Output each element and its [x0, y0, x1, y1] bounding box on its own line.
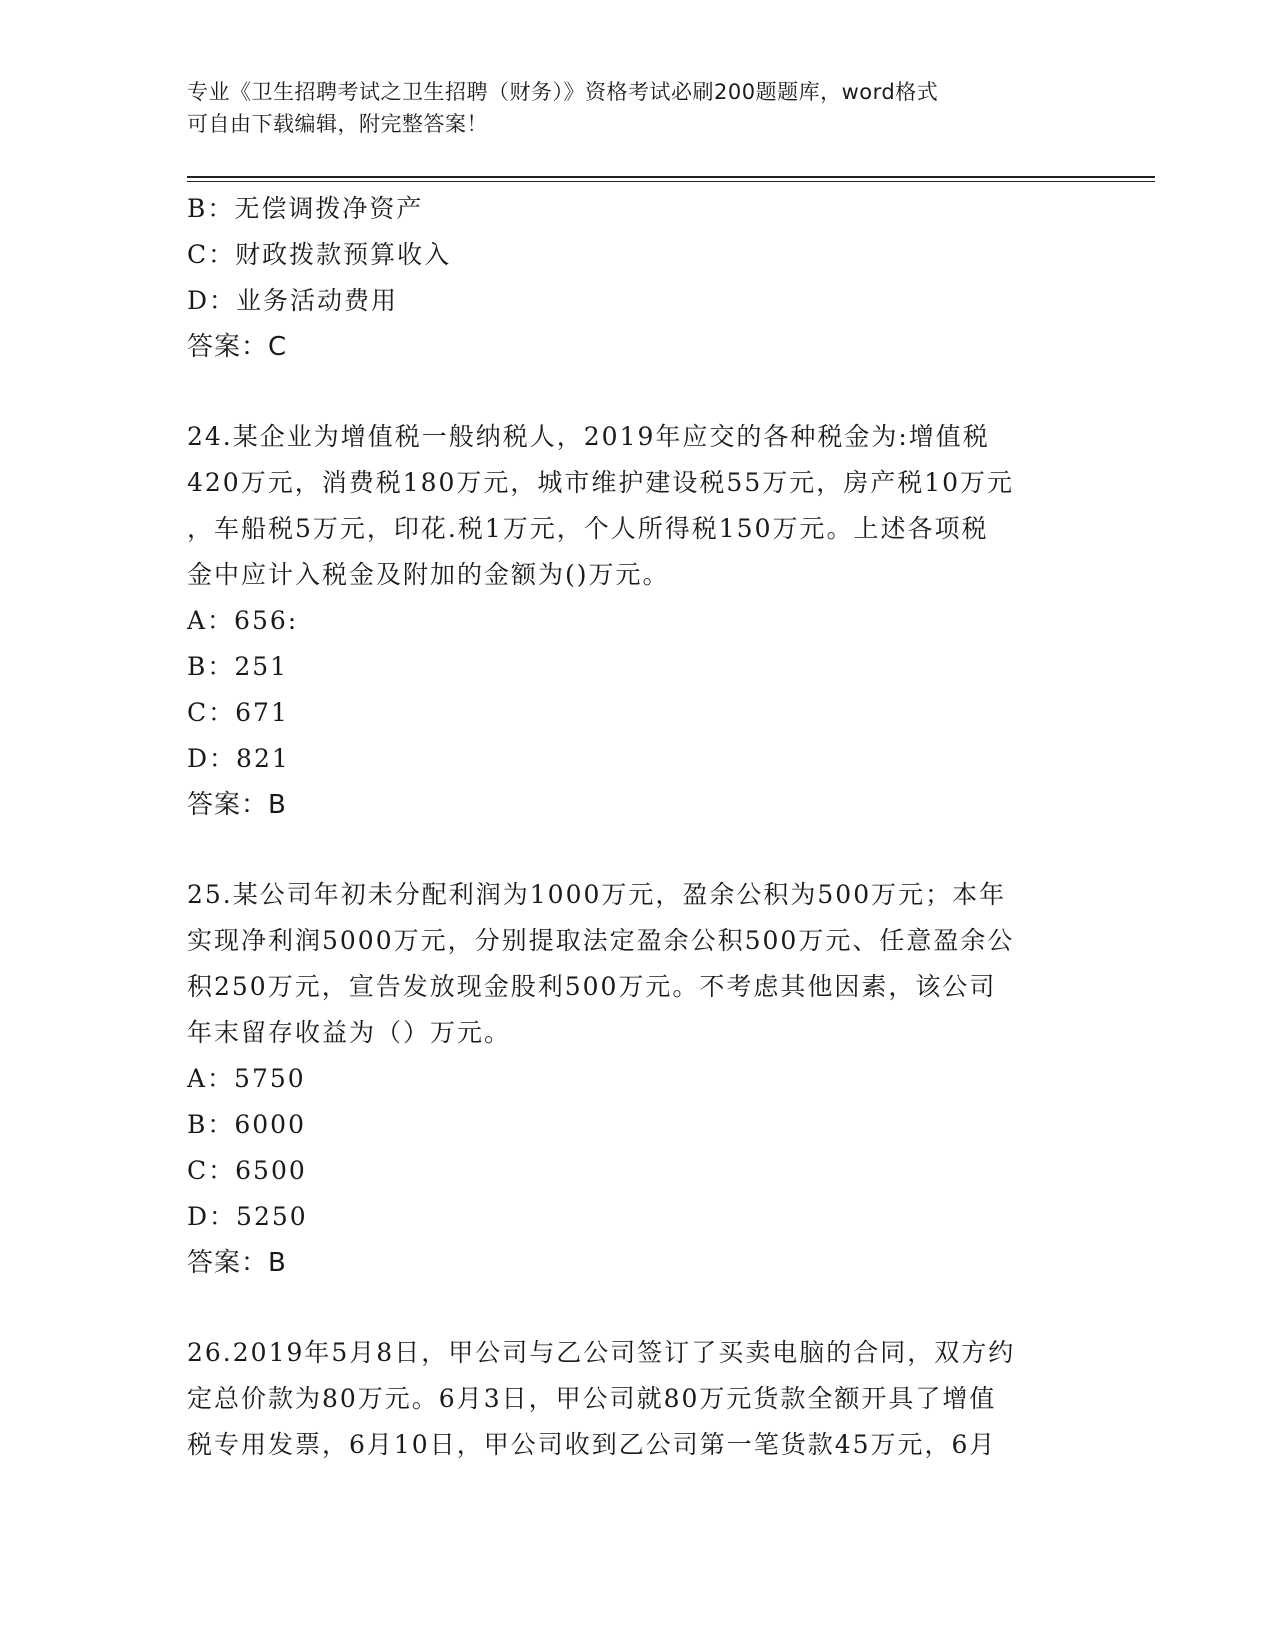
question-text-line: 税专用发票，6月10日，甲公司收到乙公司第一笔货款45万元，6月 [187, 1430, 997, 1459]
option-c: C：671 [187, 698, 289, 727]
option-a: A：5750 [187, 1064, 306, 1093]
question-text-line: ，车船税5万元，印花.税1万元，个人所得税150万元。上述各项税 [187, 514, 989, 543]
question-text-line: 420万元，消费税180万元，城市维护建设税55万元，房产税10万元 [187, 468, 1015, 497]
question-text-line: 实现净利润5000万元，分别提取法定盈余公积500万元、任意盈余公 [187, 926, 1015, 955]
question-text-line: 26.2019年5月8日，甲公司与乙公司签订了买卖电脑的合同，双方约 [187, 1338, 1016, 1367]
document-header [187, 76, 1087, 140]
question-text-line: 24.某企业为增值税一般纳税人，2019年应交的各种税金为:增值税 [187, 422, 990, 451]
header-line-1: 专业《卫生招聘考试之卫生招聘（财务）》资格考试必刷200题题库，word格式 [187, 80, 939, 104]
answer: 答案：C [187, 332, 288, 362]
option-c: C：6500 [187, 1156, 307, 1185]
question-text-line: 金中应计入税金及附加的金额为()万元。 [187, 560, 670, 589]
header-divider-thick [187, 176, 1155, 178]
option-b: B：251 [187, 652, 289, 681]
header-line-2: 可自由下载编辑，附完整答案！ [187, 112, 488, 136]
question-text-line: 定总价款为80万元。6月3日，甲公司就80万元货款全额开具了增值 [187, 1384, 997, 1413]
question-text-line: 积250万元，宣告发放现金股利500万元。不考虑其他因素，该公司 [187, 972, 997, 1001]
option-b: B：无偿调拨净资产 [187, 194, 424, 223]
question-text-line: 25.某公司年初未分配利润为1000万元，盈余公积为500万元；本年 [187, 880, 1007, 909]
answer: 答案：B [187, 790, 287, 820]
option-d: D：821 [187, 744, 290, 773]
question-23-tail [187, 186, 1087, 370]
question-24 [187, 414, 1087, 828]
header-divider-thin [187, 181, 1155, 182]
question-text-line: 年末留存收益为（）万元。 [187, 1018, 512, 1047]
question-26 [187, 1330, 1087, 1468]
option-b: B：6000 [187, 1110, 306, 1139]
option-d: D：5250 [187, 1202, 308, 1231]
question-content [187, 186, 1087, 1468]
option-d: D：业务活动费用 [187, 286, 399, 315]
option-a: A：656: [187, 606, 299, 635]
question-25 [187, 872, 1087, 1286]
option-c: C：财政拨款预算收入 [187, 240, 452, 269]
answer: 答案：B [187, 1248, 287, 1278]
